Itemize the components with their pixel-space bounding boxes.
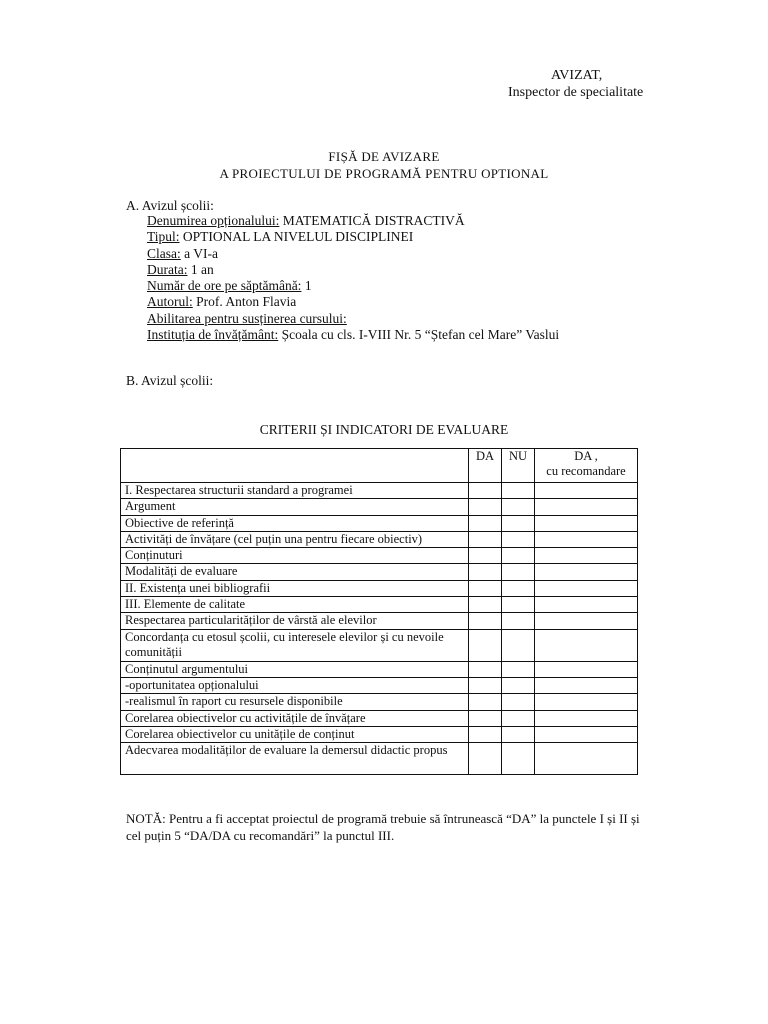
header-nu: NU [502, 449, 535, 483]
da-checkbox-cell[interactable] [469, 564, 502, 580]
evaluation-table [120, 448, 638, 775]
da-rec-checkbox-cell[interactable] [535, 515, 638, 531]
table-row [121, 661, 638, 677]
da-checkbox-cell[interactable] [469, 499, 502, 515]
nu-checkbox-cell[interactable] [502, 483, 535, 499]
document-subtitle: A PROIECTULUI DE PROGRAMĂ PENTRU OPTIONAL [219, 166, 549, 181]
note-paragraph: NOTĂ: Pentru a fi acceptat proiectul de programă trebuie să întrunească “DA” la punctele I și II și cel puțin 5 “DA/DA cu recomandări” la punctul III. [126, 811, 640, 843]
da-rec-checkbox-cell[interactable] [535, 710, 638, 726]
info-value: 1 [301, 278, 312, 294]
project-info-list [147, 213, 559, 343]
info-label: Durata: [147, 261, 188, 277]
info-label: Autorul: [147, 294, 193, 310]
nu-checkbox-cell[interactable] [502, 661, 535, 677]
da-rec-checkbox-cell[interactable] [535, 531, 638, 547]
nu-checkbox-cell[interactable] [502, 548, 535, 564]
section-a-heading: A. Avizul școlii: [126, 198, 214, 213]
criterion-cell: Modalități de evaluare [121, 564, 469, 580]
info-row-author [147, 294, 559, 310]
header-da: DA [469, 449, 502, 483]
da-checkbox-cell[interactable] [469, 548, 502, 564]
nu-checkbox-cell[interactable] [502, 531, 535, 547]
da-rec-checkbox-cell[interactable] [535, 743, 638, 775]
approval-label: AVIZAT, [551, 68, 603, 83]
criterion-cell: Argument [121, 499, 469, 515]
da-rec-checkbox-cell[interactable] [535, 726, 638, 742]
table-row [121, 726, 638, 742]
info-value: 1 an [187, 261, 214, 277]
da-checkbox-cell[interactable] [469, 580, 502, 596]
info-value: MATEMATICĂ DISTRACTIVĂ [279, 213, 465, 228]
table-row [121, 597, 638, 613]
nu-checkbox-cell[interactable] [502, 597, 535, 613]
table-row [121, 515, 638, 531]
da-checkbox-cell[interactable] [469, 629, 502, 661]
criterion-cell: II. Existența unei bibliografii [121, 580, 469, 596]
da-rec-checkbox-cell[interactable] [535, 629, 638, 661]
da-rec-checkbox-cell[interactable] [535, 694, 638, 710]
da-rec-checkbox-cell[interactable] [535, 548, 638, 564]
da-rec-checkbox-cell[interactable] [535, 580, 638, 596]
criterion-cell: Adecvarea modalităților de evaluare la demersul didactic propus [121, 743, 469, 775]
da-rec-checkbox-cell[interactable] [535, 677, 638, 693]
info-row-institution [147, 327, 559, 343]
nu-checkbox-cell[interactable] [502, 515, 535, 531]
nu-checkbox-cell[interactable] [502, 613, 535, 629]
info-label: Instituția de învățământ: [147, 327, 279, 343]
da-checkbox-cell[interactable] [469, 531, 502, 547]
nu-checkbox-cell[interactable] [502, 726, 535, 742]
table-row [121, 613, 638, 629]
da-checkbox-cell[interactable] [469, 677, 502, 693]
criterion-cell: Activități de învățare (cel puțin una pentru fiecare obiectiv) [121, 531, 469, 547]
document-title: FIȘĂ DE AVIZARE [328, 149, 440, 164]
da-rec-checkbox-cell[interactable] [535, 483, 638, 499]
section-b-heading: B. Avizul școlii: [126, 373, 214, 388]
da-rec-checkbox-cell[interactable] [535, 597, 638, 613]
info-value: OPTIONAL LA NIVELUL DISCIPLINEI [179, 229, 414, 245]
table-row [121, 743, 638, 775]
table-row [121, 483, 638, 499]
da-rec-checkbox-cell[interactable] [535, 564, 638, 580]
criterion-cell: Concordanța cu etosul școlii, cu interesele elevilor și cu nevoile comunității [121, 629, 469, 661]
criterion-cell: Corelarea obiectivelor cu activitățile de învățare [121, 710, 469, 726]
table-row [121, 499, 638, 515]
table-row [121, 580, 638, 596]
info-row-hours [147, 278, 559, 294]
info-row-optional-name [147, 213, 559, 229]
table-row [121, 694, 638, 710]
criterion-cell: -realismul în raport cu resursele disponibile [121, 694, 469, 710]
da-rec-checkbox-cell[interactable] [535, 661, 638, 677]
table-row [121, 710, 638, 726]
nu-checkbox-cell[interactable] [502, 580, 535, 596]
da-checkbox-cell[interactable] [469, 743, 502, 775]
da-checkbox-cell[interactable] [469, 694, 502, 710]
info-label: Abilitarea pentru susținerea cursului: [147, 310, 347, 326]
info-row-class [147, 246, 559, 262]
nu-checkbox-cell[interactable] [502, 629, 535, 661]
table-row [121, 677, 638, 693]
info-label: Clasa: [147, 245, 181, 261]
info-label: Denumirea opționalului: [147, 213, 280, 228]
da-checkbox-cell[interactable] [469, 710, 502, 726]
info-value: a VI-a [180, 245, 218, 261]
info-row-duration [147, 262, 559, 278]
criterion-cell: I. Respectarea structurii standard a programei [121, 483, 469, 499]
nu-checkbox-cell[interactable] [502, 499, 535, 515]
da-checkbox-cell[interactable] [469, 661, 502, 677]
criterion-cell: Conținuturi [121, 548, 469, 564]
info-label: Tipul: [147, 229, 180, 245]
table-header-row [121, 449, 638, 483]
da-checkbox-cell[interactable] [469, 483, 502, 499]
header-da-rec-line1: DA , [574, 449, 598, 463]
table-row [121, 531, 638, 547]
info-label: Număr de ore pe săptămână: [147, 278, 302, 294]
da-checkbox-cell[interactable] [469, 597, 502, 613]
info-value: Prof. Anton Flavia [192, 294, 297, 310]
table-row [121, 548, 638, 564]
nu-checkbox-cell[interactable] [502, 677, 535, 693]
criterion-cell: Conținutul argumentului [121, 661, 469, 677]
criterion-cell: Respectarea particularităților de vârstă ale elevilor [121, 613, 469, 629]
da-checkbox-cell[interactable] [469, 515, 502, 531]
criteria-title: CRITERII ȘI INDICATORI DE EVALUARE [259, 422, 509, 437]
nu-checkbox-cell[interactable] [502, 694, 535, 710]
da-checkbox-cell[interactable] [469, 613, 502, 629]
info-row-type [147, 229, 559, 245]
table-row [121, 629, 638, 661]
info-value: Școala cu cls. I-VIII Nr. 5 “Ștefan cel Mare” Vaslui [278, 327, 560, 343]
nu-checkbox-cell[interactable] [502, 743, 535, 775]
criterion-cell: -oportunitatea opționalului [121, 677, 469, 693]
nu-checkbox-cell[interactable] [502, 710, 535, 726]
da-rec-checkbox-cell[interactable] [535, 499, 638, 515]
criterion-cell: Corelarea obiectivelor cu unitățile de conținut [121, 726, 469, 742]
header-da-rec-line2: cu recomandare [546, 464, 626, 479]
inspector-label: Inspector de specialitate [508, 85, 644, 100]
criterion-cell: III. Elemente de calitate [121, 597, 469, 613]
header-criteria-cell [121, 449, 469, 483]
criterion-cell: Obiective de referință [121, 515, 469, 531]
table-row [121, 564, 638, 580]
nu-checkbox-cell[interactable] [502, 564, 535, 580]
da-rec-checkbox-cell[interactable] [535, 613, 638, 629]
da-checkbox-cell[interactable] [469, 726, 502, 742]
header-da-recommendation [535, 449, 638, 483]
info-row-certification [147, 311, 559, 327]
